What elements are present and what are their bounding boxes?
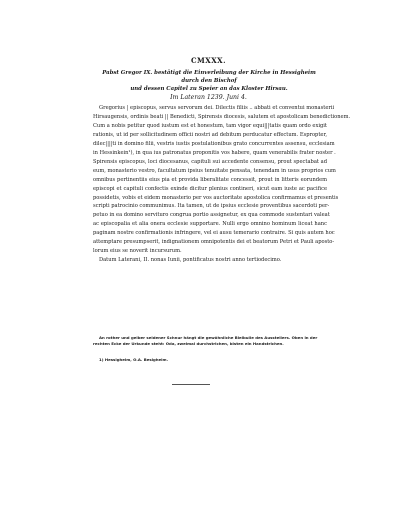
note-line: rechten Ecke der Urkunde steht: Oda, zweimal durchstrichen, bisten ein Handstrichen. xyxy=(93,341,284,346)
body-line: paginam nostre confirmationis infringere, vel ei ausu temerario contraire. Si quis autem hoc xyxy=(93,230,335,237)
body-line: Gregorius | episcopus, servus servorum dei. Dilectis filiis .. abbati et conventui monasterii xyxy=(99,105,335,111)
document-number: CMXXX. xyxy=(190,56,227,65)
dateline: Im Lateran 1239. Juni 4. xyxy=(170,94,247,101)
body-line: scripti patrocinio communimus. Ita tamen, ut de ipsius ecclesie proventibus sacerdoti per- xyxy=(93,203,330,210)
summary-line: Pabst Gregor IX. bestätigt die Einverleibung der Kirche in Hessigheim durch den Bischof xyxy=(102,70,316,84)
archival-notes xyxy=(93,335,327,347)
closing-rule xyxy=(172,384,210,385)
body-line: in Hessinkein¹), in qua ius patronatus proponitis vos habere, quam venerabilis frater noster . xyxy=(93,149,336,156)
body-line: omnibus pertinentiis eius pia et provida liberalitate concessit, prout in litteris eorundem xyxy=(93,176,327,183)
body-line: Datum Laterani, II. nonas Iunii, pontificatus nostri anno tertiodecimo. xyxy=(99,257,282,264)
body-line: attemptare presumpserit, indignationem omnipotentis dei et beatorum Petri et Pauli aposto- xyxy=(93,239,335,246)
body-line: ac episcopalia et alia onera ecclesie supportare. Nulli ergo omnino hominum liceat hanc xyxy=(93,221,327,228)
body-line: eum, monasterio vestro, facultatum ipsius tenuitate pensata, tenendam in usus proprios cum xyxy=(93,167,336,174)
body-line: rationis, ut id per sollicitudinem officii nostri ad debitum perducatur effectum. Espropter, xyxy=(93,131,327,138)
body-line: lorum eius se noverit incursurum. xyxy=(93,248,182,255)
body-line: Spirensis episcopus, loci diocesanus, capituli sui accedente consensu, prout spectabat ad xyxy=(93,158,327,165)
note-line: An rother und gelber seidener Schnur hängt die gewöhnliche Bleibulle des Ausstellers. Oben in der xyxy=(99,335,318,340)
body-line: dilec||||ti in domino filii, vestris iustis postulationibus grato concurrentes assensu, ecclesiam xyxy=(93,140,335,147)
document-body xyxy=(93,104,351,265)
summary-line: und dessen Capitel zu Speier an das Kloster Hirsau. xyxy=(130,86,288,92)
document-summary xyxy=(93,69,325,93)
body-line: episcopi et capituli confectis exinde dicitur plenius contineri, sicut eam iuste ac pacifice xyxy=(93,185,327,192)
body-line: Hirsaugensis, ordinis beati || Benedicti, Spirensis diocesis, salutem et apostolicam benedictionem. xyxy=(93,113,351,120)
body-line: Cum a nobis petitur quod iustum est et honestum, tam vigor equi|||tatis quam ordo exigit xyxy=(93,122,327,129)
body-line: possidetis, vobis et eidem monasterio per vos auctoritate apostolica confirmamus et presentis xyxy=(93,194,339,201)
body-line: petuo in ea domino servituro congrua portio assignetur, ex qua commode sustentari valeat xyxy=(93,212,330,219)
footnote: 1) Hessigheim, O.A. Besigheim. xyxy=(99,357,169,362)
